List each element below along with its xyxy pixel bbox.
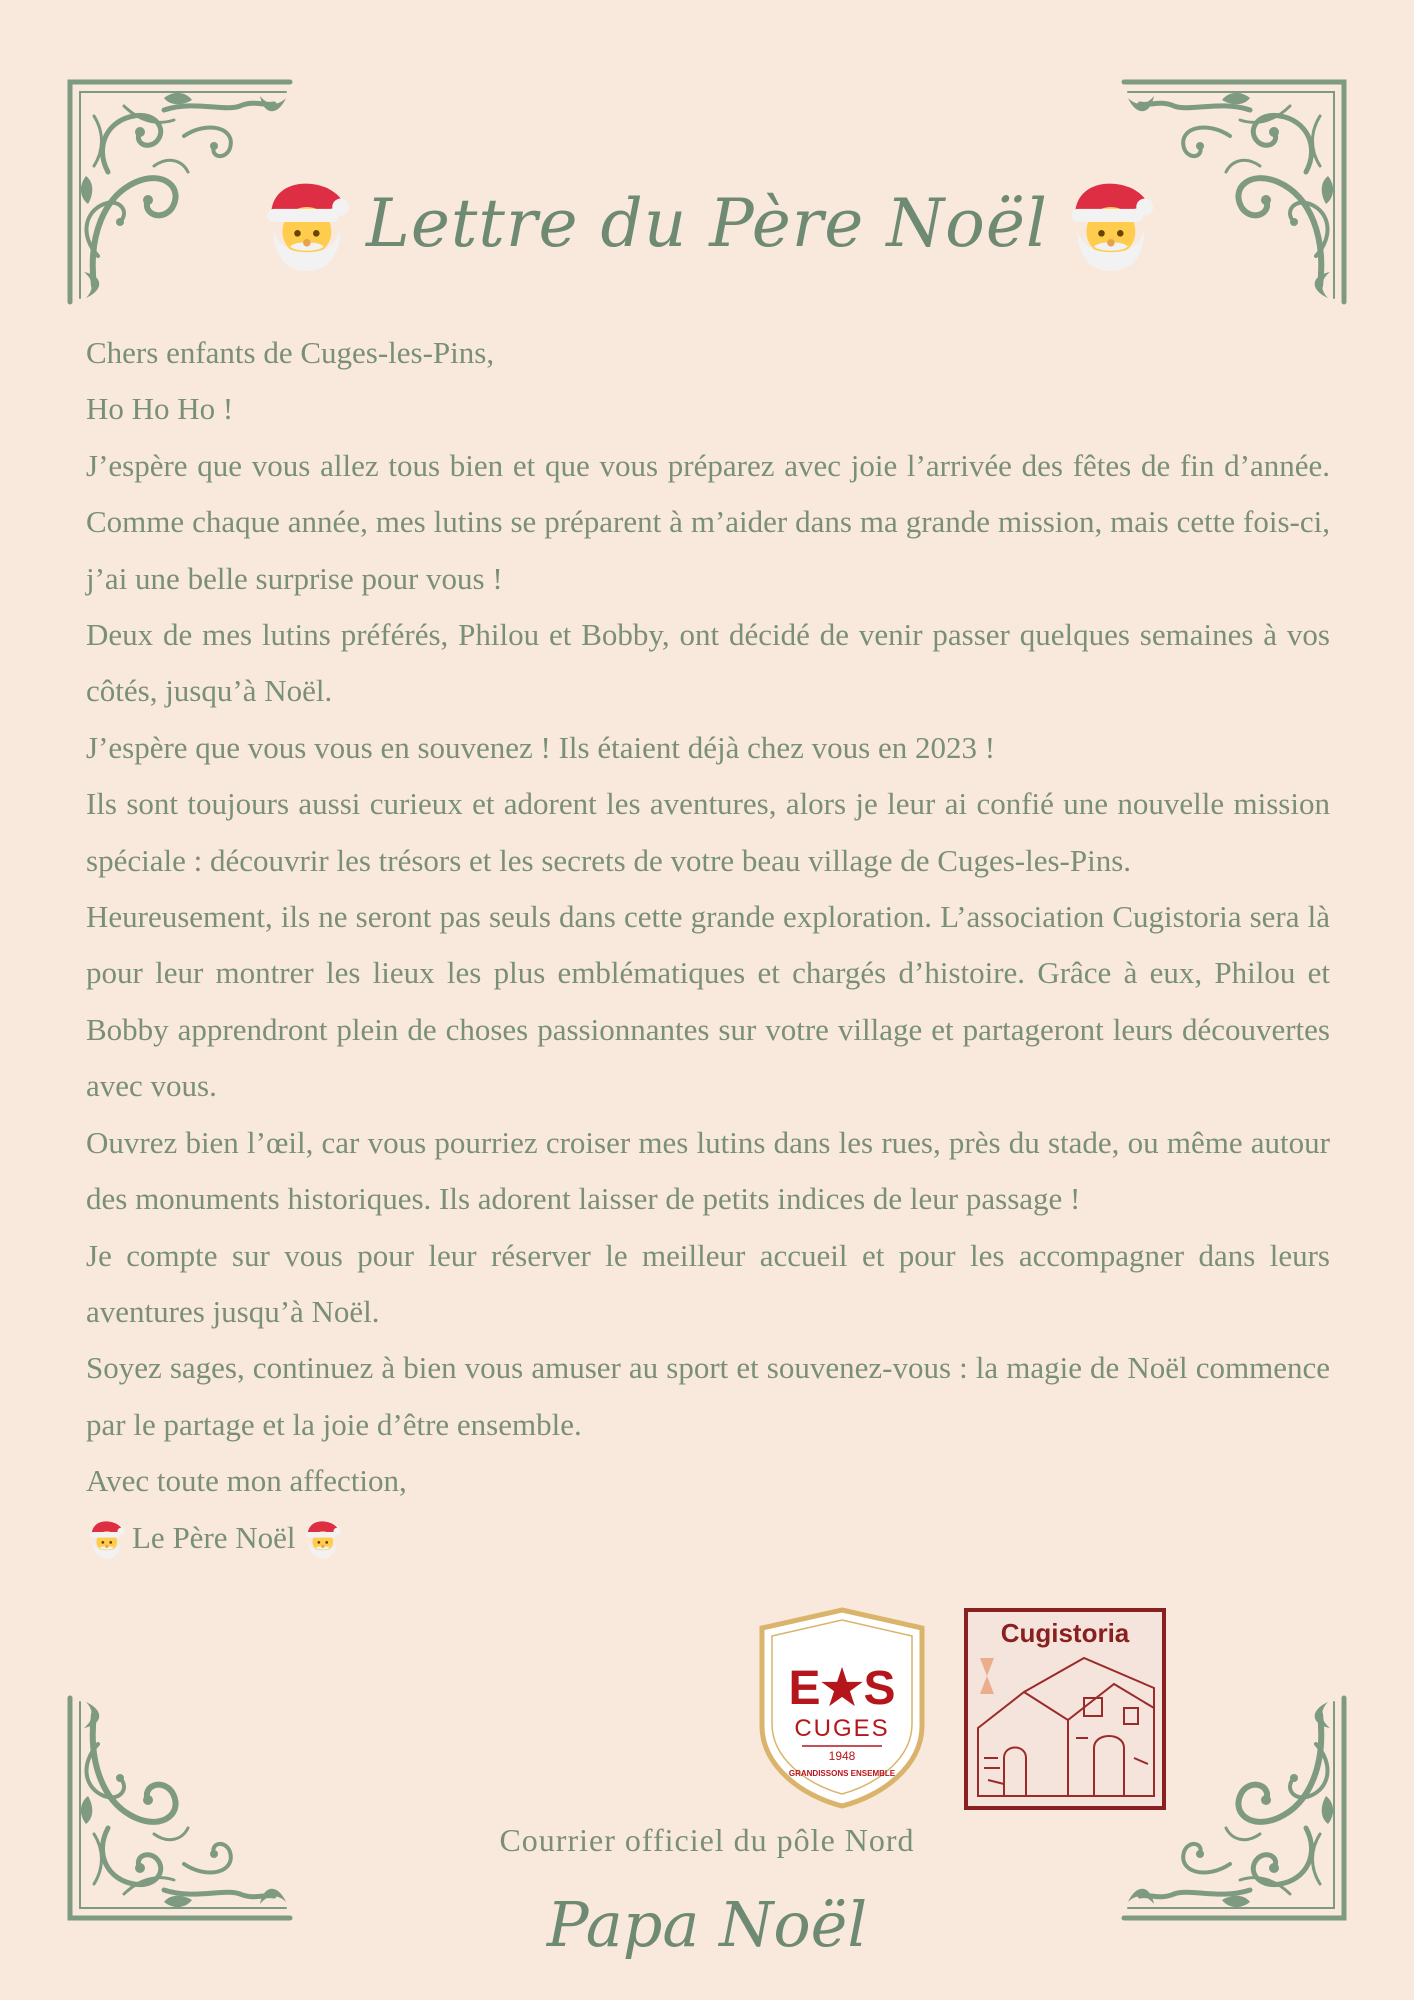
es-logo-motto: GRANDISSONS ENSEMBLE (788, 1769, 896, 1778)
santa-emoji-icon (86, 1517, 126, 1559)
es-logo-year: 1948 (828, 1749, 856, 1763)
es-cuges-logo (752, 1606, 932, 1810)
santa-emoji-icon (302, 1517, 342, 1559)
letter-paragraph: Ils sont toujours aussi curieux et adorent les aventures, alors je leur ai confié une nouvelle mission spéciale : découvrir les trésors et les secrets de votre beau village de Cuges-les-Pins. (86, 786, 1330, 878)
letter-paragraph: Deux de mes lutins préférés, Philou et Bobby, ont décidé de venir passer quelques semaines à vos côtés, jusqu’à Noël. (86, 617, 1330, 709)
cugistoria-logo-name: Cugistoria (1000, 1618, 1130, 1648)
signature: Papa Noël (546, 1888, 868, 1961)
signoff-text: Le Père Noël (132, 1519, 296, 1555)
es-logo-name: CUGES (794, 1715, 890, 1742)
letter-paragraph: Avec toute mon affection, (86, 1463, 407, 1499)
letter-signoff (86, 1510, 1330, 1566)
santa-emoji-icon (258, 173, 352, 273)
letter-paragraph: Ho Ho Ho ! (86, 391, 234, 427)
letter-paragraph: Heureusement, ils ne seront pas seuls dans cette grande exploration. L’association Cugistoria sera là pour leur montrer les lieux les plus emblématiques et chargés d’histoire. Grâce à eux, Philou et Bobby apprendront plein de choses passionnantes sur votre village et partageront leurs découvertes avec vous. (86, 899, 1330, 1104)
letter-title: Lettre du Père Noël (366, 184, 1048, 262)
letter-paragraph: Ouvrez bien l’œil, car vous pourriez croiser mes lutins dans les rues, près du stade, ou même autour des monuments historiques. Ils adorent laisser de petits indices de leur passage ! (86, 1124, 1330, 1217)
letter-paragraph: Soyez sages, continuez à bien vous amuser au sport et souvenez-vous : la magie de Noël commence par le partage et la joie d’être ensemble. (86, 1350, 1330, 1442)
santa-emoji-icon (1062, 173, 1156, 273)
footer-caption: Courrier officiel du pôle Nord (499, 1822, 915, 1858)
letter-body (86, 325, 1330, 1566)
letter-paragraph: Je compte sur vous pour leur réserver le meilleur accueil et pour les accompagner dans leurs aventures jusqu’à Noël. (86, 1237, 1330, 1329)
letter-paragraph: Chers enfants de Cuges-les-Pins, (86, 335, 495, 370)
cugistoria-logo (964, 1608, 1166, 1810)
letter-paragraph: J’espère que vous vous en souvenez ! Ils étaient déjà chez vous en 2023 ! (86, 729, 996, 765)
letter-header (0, 168, 1414, 278)
es-logo-main: E★S (788, 1662, 896, 1715)
letter-paragraph: J’espère que vous allez tous bien et que vous préparez avec joie l’arrivée des fêtes de fin d’année. Comme chaque année, mes lutins se préparent à m’aider dans ma grande mission, mais cette fois-ci, j’ai une belle surprise pour vous ! (86, 447, 1330, 596)
